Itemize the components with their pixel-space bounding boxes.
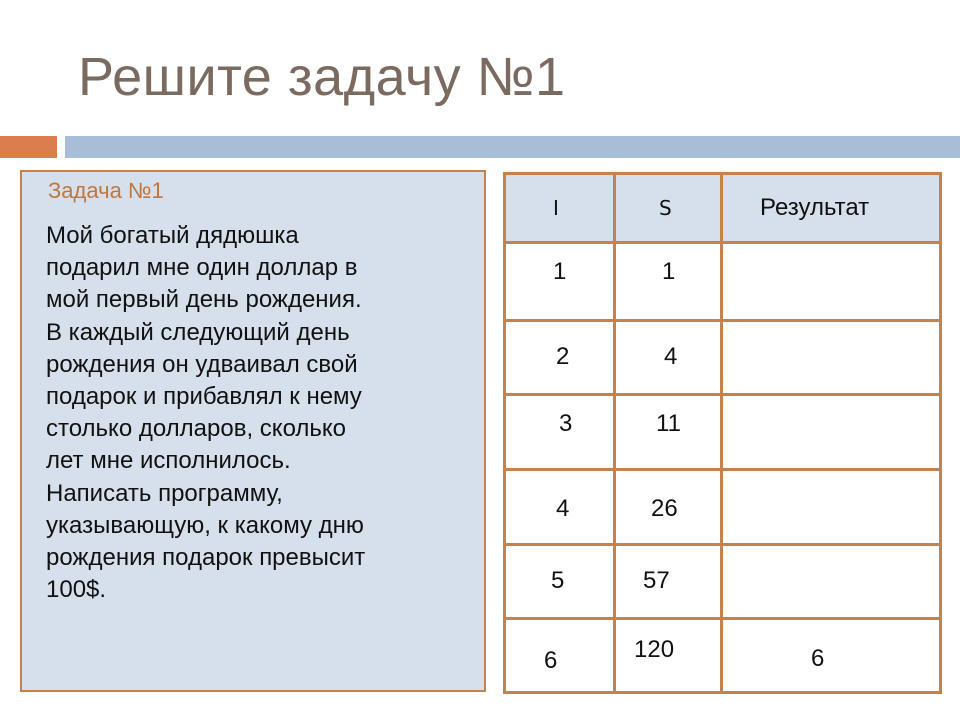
column-divider <box>613 172 616 694</box>
cell-i: 3 <box>559 410 573 437</box>
task-line: рождения он удваивал свой <box>46 350 358 378</box>
task-panel <box>20 170 486 692</box>
column-divider <box>720 172 723 694</box>
cell-s: 26 <box>651 495 678 522</box>
task-heading: Задача №1 <box>48 178 164 203</box>
cell-i: 6 <box>544 647 558 674</box>
cell-s: 1 <box>662 258 676 285</box>
cell-s: 57 <box>643 567 670 594</box>
task-line: указывающую, к какому дню <box>46 511 364 539</box>
task-line: Написать программу, <box>46 479 283 507</box>
accent-bar-orange <box>0 136 57 158</box>
cell-s: 4 <box>664 343 678 370</box>
header-s: S <box>659 196 672 220</box>
cell-s: 11 <box>656 410 681 437</box>
cell-result: 6 <box>811 645 825 672</box>
slide-title: Решите задачу №1 <box>78 47 566 107</box>
cell-i: 5 <box>551 567 565 594</box>
header-i: I <box>553 196 559 220</box>
header-result: Результат <box>760 194 870 221</box>
cell-i: 4 <box>556 495 570 522</box>
task-line: мой первый день рождения. <box>46 286 362 314</box>
task-line: столько долларов, сколько <box>46 415 347 443</box>
task-line: подарил мне один доллар в <box>46 254 358 282</box>
task-line: подарок и прибавлял к нему <box>46 383 362 411</box>
task-line: 100$. <box>46 576 107 604</box>
accent-bar-blue <box>65 136 960 158</box>
cell-i: 1 <box>553 258 567 285</box>
cell-i: 2 <box>556 343 570 370</box>
task-line: В каждый следующий день <box>46 318 350 346</box>
cell-s: 120 <box>634 636 675 663</box>
task-text <box>46 220 486 606</box>
task-line: рождения подарок превысит <box>46 544 366 572</box>
task-line: лет мне исполнилось. <box>46 447 291 475</box>
task-line: Мой богатый дядюшка <box>46 222 299 249</box>
